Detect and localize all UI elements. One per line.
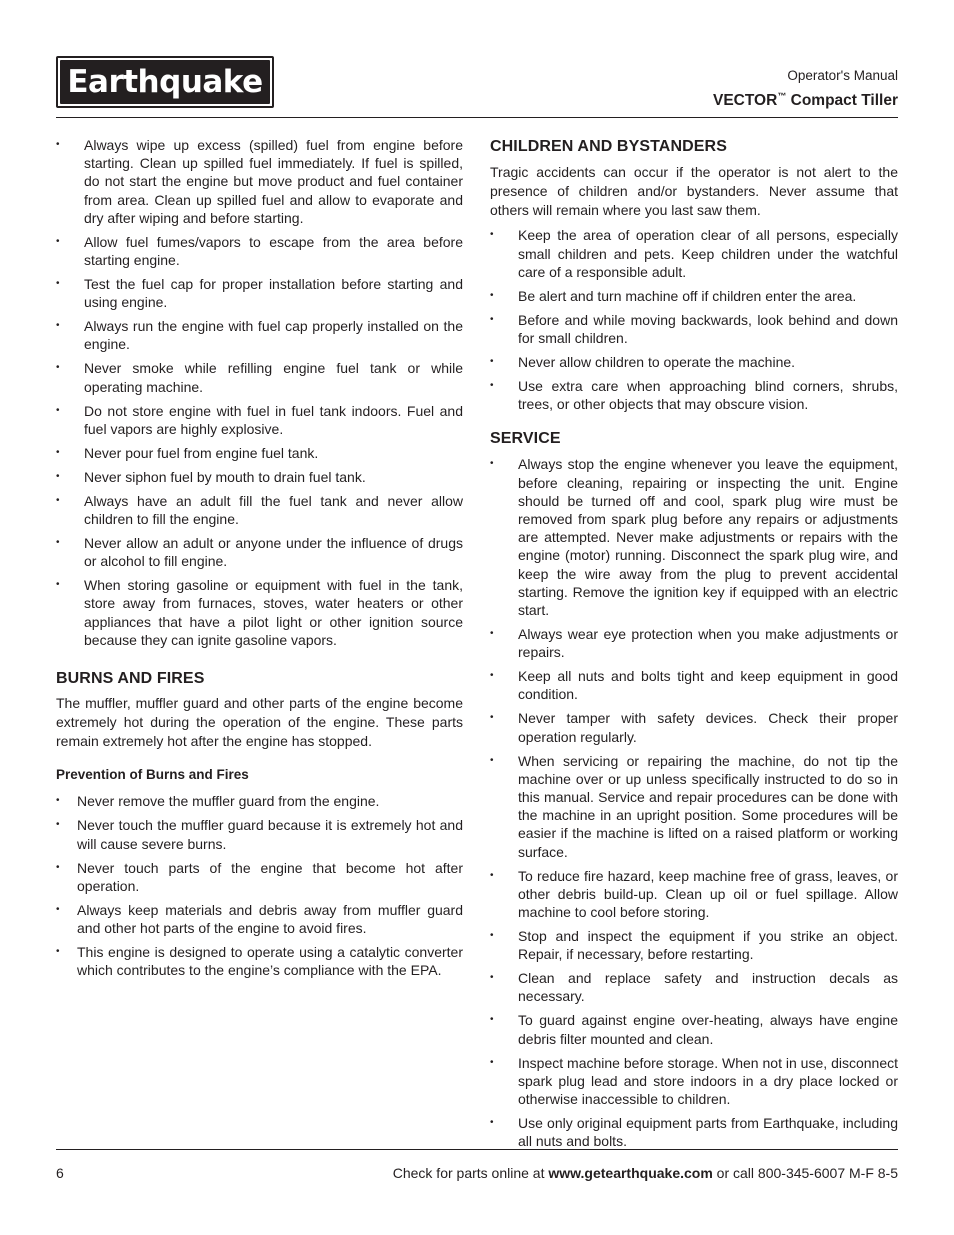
product-suffix: Compact Tiller [786, 92, 898, 110]
prevention-heading: Prevention of Burns and Fires [56, 767, 249, 783]
bullet: • [56, 946, 60, 958]
left-column [56, 136, 463, 985]
list-item-text: Use only original equipment parts from Earthquake, including all nuts and bolts. [518, 1115, 898, 1150]
footer-check-text: Check for parts online at [392, 1165, 549, 1181]
list-item-text: Test the fuel cap for proper installation before starting and using engine. [84, 276, 463, 311]
list-item [490, 667, 898, 703]
bullet: • [490, 229, 494, 241]
bullet: • [56, 470, 60, 482]
bullet: • [56, 278, 60, 290]
list-item [56, 468, 463, 486]
list-item [56, 444, 463, 462]
list-item [56, 317, 463, 353]
bullet: • [56, 362, 60, 374]
footer-divider [56, 1149, 898, 1150]
bullet: • [56, 537, 60, 549]
list-item-text: When servicing or repairing the machine, do not tip the machine over or up unless specifically instructed to do so in this manual. Service and repair procedures can be done with the machine in an upright position. Some procedures will be easier if the machine is lifted on a raised platform or working surface. [518, 752, 898, 860]
service-heading: SERVICE [490, 430, 561, 448]
earthquake-logo [56, 56, 274, 108]
list-item-text: Before and while moving backwards, look behind and down for small children. [518, 311, 898, 346]
list-item-text: Never tamper with safety devices. Check their proper operation regularly. [518, 710, 898, 745]
list-item [56, 816, 463, 852]
list-item [490, 226, 898, 281]
prevention-list [56, 792, 463, 979]
list-item [490, 709, 898, 745]
list-item [56, 792, 463, 810]
bullet: • [56, 320, 60, 332]
service-list [490, 455, 898, 1150]
right-column [490, 136, 898, 1156]
burns-and-fires-heading: BURNS AND FIRES [56, 670, 205, 688]
list-item [56, 233, 463, 269]
list-item [490, 311, 898, 347]
footer-contact [393, 1164, 898, 1182]
bullet: • [490, 458, 494, 470]
bullet: • [490, 972, 494, 984]
list-item [490, 625, 898, 661]
bullet: • [490, 754, 494, 766]
bullet: • [490, 356, 494, 367]
website-link[interactable]: www.getearthquake.com [548, 1165, 713, 1181]
logo-text: Earthquake [67, 63, 263, 100]
list-item-text: Never touch the muffler guard because it is extremely hot and will cause severe burns. [77, 817, 463, 852]
list-item [56, 534, 463, 570]
bullet: • [490, 628, 494, 640]
bullet: • [490, 1056, 494, 1068]
list-item-text: Be alert and turn machine off if children enter the area. [518, 287, 857, 304]
bullet: • [56, 861, 60, 873]
bullet: • [56, 404, 60, 416]
bullet: • [490, 313, 494, 325]
list-item-text: Always run the engine with fuel cap properly installed on the engine. [84, 318, 463, 353]
list-item [56, 359, 463, 395]
list-item-text: Clean and replace safety and instruction decals as necessary. [518, 970, 898, 1005]
bullet: • [490, 930, 494, 942]
list-item-text: Do not store engine with fuel in fuel tank indoors. Fuel and fuel vapors are highly explosive. [84, 402, 463, 437]
manual-label: Operator's Manual [787, 68, 898, 83]
list-item-text: To reduce fire hazard, keep machine free of grass, leaves, or other debris build-up. Clean up oil or fuel spillage. Allow machine to cool before storing. [518, 867, 898, 921]
bullet: • [56, 903, 60, 915]
list-item [490, 867, 898, 922]
bullet: • [490, 380, 494, 391]
page-number: 6 [56, 1165, 64, 1181]
list-item [490, 1054, 898, 1109]
list-item [490, 377, 898, 413]
list-item [56, 901, 463, 937]
list-item [56, 943, 463, 979]
burns-intro-paragraph: The muffler, muffler guard and other parts of the engine become extremely hot during the operation of the engine. These parts remain extremely hot after the engine has stopped. [56, 695, 463, 749]
fuel-safety-list [56, 136, 463, 649]
list-item [490, 969, 898, 1005]
product-name: VECTOR [713, 92, 778, 110]
list-item-text: Keep all nuts and bolts tight and keep equipment in good condition. [518, 668, 898, 703]
list-item-text: Always wipe up excess (spilled) fuel from engine before starting. Clean up spilled fuel immediately. If fuel is spilled, do not start the engine but move product and fuel container from area. Clean up spilled fuel and allow to evaporate and dry after wiping and before starting. [84, 137, 463, 226]
list-item [490, 353, 898, 371]
list-item-text: This engine is designed to operate using a catalytic converter which contributes to the engine’s compliance with the EPA. [77, 944, 463, 979]
bullet: • [490, 869, 494, 881]
header-title-block [713, 67, 898, 112]
bullet: • [56, 579, 60, 591]
list-item [490, 752, 898, 861]
bullet: • [56, 235, 60, 247]
list-item-text: Never allow an adult or anyone under the influence of drugs or alcohol to fill engine. [84, 535, 463, 570]
list-item-text: Always wear eye protection when you make adjustments or repairs. [518, 626, 898, 661]
bullet: • [56, 795, 60, 807]
list-item-text: Always have an adult fill the fuel tank and never allow children to fill the engine. [84, 492, 463, 528]
list-item-text: Never remove the muffler guard from the engine. [77, 793, 380, 810]
list-item-text: Never pour fuel from engine fuel tank. [84, 444, 319, 461]
list-item [56, 859, 463, 895]
bullet: • [56, 446, 60, 458]
list-item-text: When storing gasoline or equipment with fuel in the tank, store away from furnaces, stoves, water heaters or other appliances that have a pilot light or other ignition source because they can ignite gasoline vapors. [84, 577, 463, 648]
footer-call-text: or call 800-345-6007 M-F 8-5 [712, 1165, 898, 1181]
list-item [56, 492, 463, 528]
product-title [713, 85, 898, 112]
bullet: • [56, 139, 60, 150]
list-item-text: Always keep materials and debris away from muffler guard and other hot parts of the engine to avoid fires. [77, 901, 463, 937]
list-item [490, 287, 898, 305]
list-item-text: Keep the area of operation clear of all persons, especially small children and pets. Keep children under the watchful care of a responsible adult. [518, 227, 898, 280]
list-item-text: Never allow children to operate the machine. [518, 354, 796, 370]
bullet: • [56, 819, 60, 831]
bullet: • [490, 1117, 494, 1129]
list-item-text: Use extra care when approaching blind corners, shrubs, trees, or other objects that may obscure vision. [518, 378, 898, 413]
list-item-text: Never smoke while refilling engine fuel tank or while operating machine. [84, 360, 463, 395]
list-item-text: Inspect machine before storage. When not in use, disconnect spark plug lead and store indoors in a dry place locked or otherwise inaccessible to children. [518, 1054, 898, 1108]
bullet: • [56, 494, 60, 506]
list-item [56, 402, 463, 438]
list-item [490, 455, 898, 619]
children-list [490, 226, 898, 413]
list-item [56, 136, 463, 227]
list-item-text: Never touch parts of the engine that become hot after operation. [77, 859, 463, 894]
list-item-text: To guard against engine over-heating, always have engine debris filter mounted and clean. [518, 1012, 898, 1047]
logo-plate [60, 60, 270, 104]
bullet: • [490, 712, 494, 724]
list-item-text: Always stop the engine whenever you leave the equipment, before cleaning, repairing or inspecting the unit. Engine should be turned off and cool, spark plug wire must be removed from spark plug before any repairs or adjustments are attempted. Never make adjustments or repairs with the engine (motor) running. Disconnect the spark plug wire, and keep the wire away from the plug to prevent accidental starting. Remove the ignition key if equipped with an electric start. [518, 456, 898, 619]
bullet: • [490, 289, 494, 301]
bullet: • [490, 670, 494, 682]
list-item [490, 1114, 898, 1150]
list-item-text: Never siphon fuel by mouth to drain fuel tank. [84, 468, 366, 485]
header-divider [56, 117, 898, 118]
list-item [56, 576, 463, 649]
list-item [490, 1011, 898, 1047]
bullet: • [490, 1014, 494, 1026]
list-item [490, 927, 898, 963]
children-and-bystanders-heading: CHILDREN AND BYSTANDERS [490, 138, 727, 155]
trademark-symbol: ™ [777, 91, 787, 101]
list-item-text: Allow fuel fumes/vapors to escape from the area before starting engine. [84, 233, 463, 269]
list-item [56, 275, 463, 311]
children-intro-paragraph: Tragic accidents can occur if the operator is not alert to the presence of children and/or bystanders. Never assume that others will remain where you last saw them. [490, 164, 898, 218]
list-item-text: Stop and inspect the equipment if you strike an object. Repair, if necessary, before restarting. [518, 928, 898, 963]
